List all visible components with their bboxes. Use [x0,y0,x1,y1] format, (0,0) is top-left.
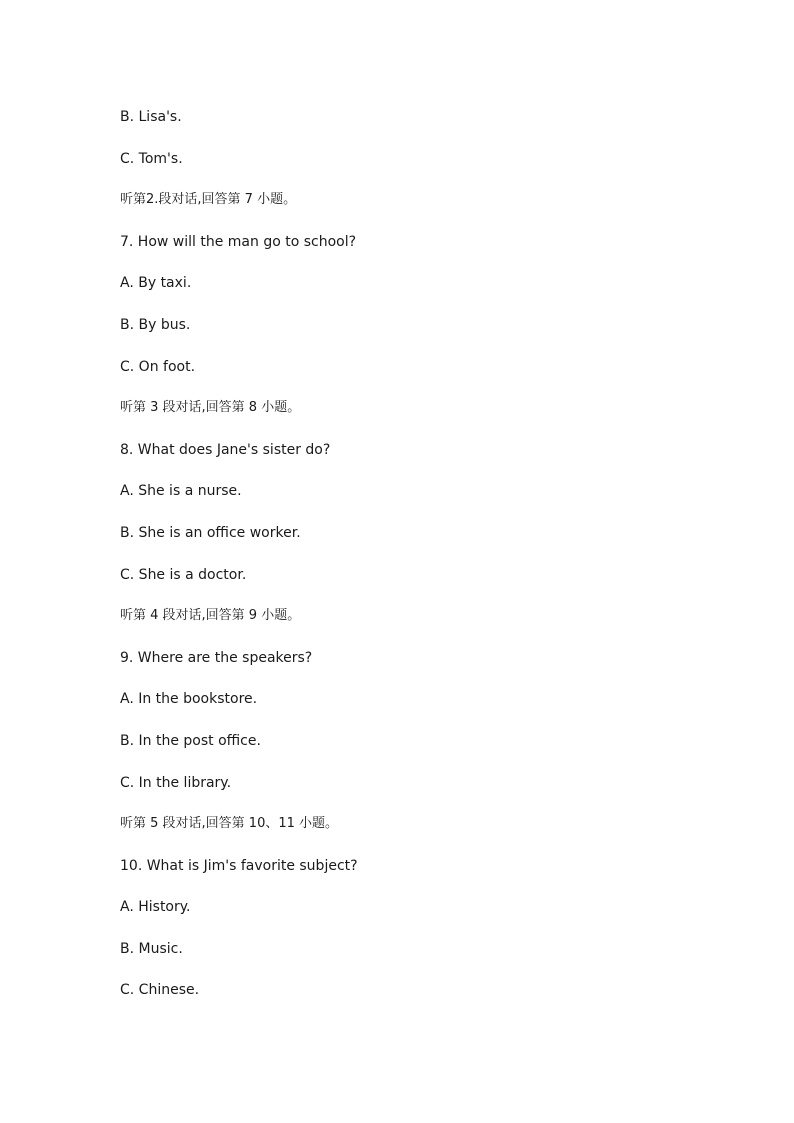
option-b-lisas: B. Lisa's. [120,109,182,125]
question-8: 8. What does Jane's sister do? [120,441,331,458]
instruction-dialogue-2: 听第2.段对话,回答第 7 小题。 [120,192,297,208]
q8-option-b: B. She is an office worker. [120,524,301,541]
q8-option-c: C. She is a doctor. [120,566,247,583]
document-page [120,107,720,1022]
q7-option-b: B. By bus. [120,316,191,333]
question-7: 7. How will the man go to school? [120,233,357,250]
instruction-dialogue-4: 听第 4 段对话,回答第 9 小题。 [120,608,301,624]
q9-option-c: C. In the library. [120,774,232,791]
question-9: 9. Where are the speakers? [120,649,313,666]
question-10: 10. What is Jim's favorite subject? [120,857,358,874]
instruction-dialogue-5: 听第 5 段对话,回答第 10、11 小题。 [120,816,339,832]
instruction-dialogue-3: 听第 3 段对话,回答第 8 小题。 [120,400,301,416]
q9-option-b: B. In the post office. [120,732,261,749]
q7-option-c: C. On foot. [120,358,196,375]
q7-option-a: A. By taxi. [120,275,192,292]
q9-option-a: A. In the bookstore. [120,691,258,708]
q10-option-c: C. Chinese. [120,982,200,999]
q10-option-b: B. Music. [120,940,183,957]
q8-option-a: A. She is a nurse. [120,483,242,500]
option-c-toms: C. Tom's. [120,150,183,167]
q10-option-a: A. History. [120,899,191,916]
